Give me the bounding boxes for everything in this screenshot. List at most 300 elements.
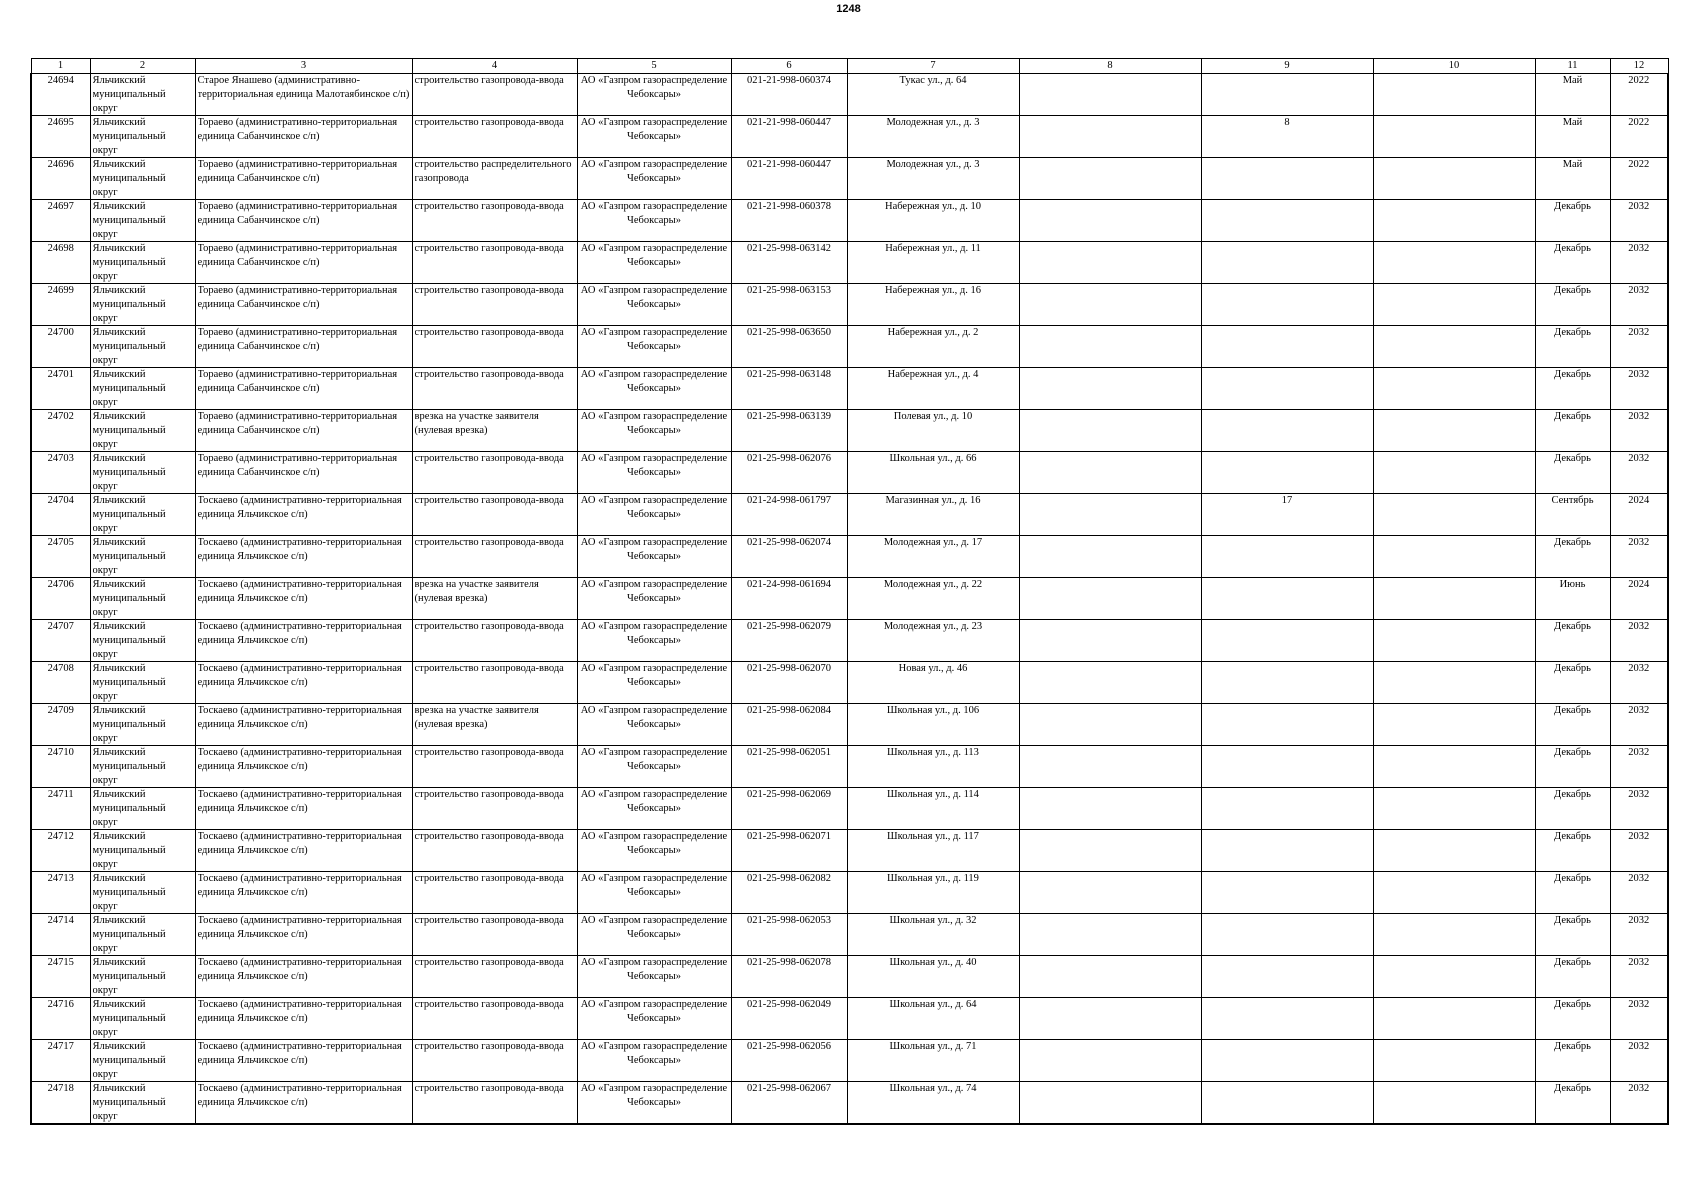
cell-text [1204,200,1371,241]
cell-application-number [731,452,847,494]
cell-address [847,494,1019,536]
cell-address [847,1082,1019,1125]
cell-text [1204,158,1371,199]
cell-text: 2024 [1628,579,1650,590]
table-row [31,872,1668,914]
cell-text: Тоскаево (административно-территориальная единица Яльчикское с/п) [197,789,402,814]
cell-text: 24712 [47,831,74,842]
cell-col-8 [1019,662,1201,704]
cell-text: Декабрь [1554,285,1591,296]
cell-text [1022,1082,1199,1123]
cell-organization [577,914,731,956]
cell-text: Яльчикский муниципальный округ [92,201,166,240]
cell-text [1204,872,1371,913]
cell-row-number [31,368,90,410]
cell-settlement [195,620,412,662]
cell-year [1610,830,1668,872]
cell-text: АО «Газпром газораспределение Чебоксары» [580,831,728,856]
cell-settlement [195,662,412,704]
cell-work-type [412,242,577,284]
cell-text: 2022 [1628,75,1650,86]
cell-col-8 [1019,578,1201,620]
cell-text: Декабрь [1554,957,1591,968]
cell-text: Тораево (административно-территориальная единица Сабанчинское с/п) [197,453,398,478]
cell-row-number [31,578,90,620]
cell-text: Тораево (административно-территориальная единица Сабанчинское с/п) [197,201,398,226]
cell-col-9 [1201,578,1373,620]
cell-col-8 [1019,116,1201,158]
cell-application-number [731,788,847,830]
cell-text: Яльчикский муниципальный округ [92,831,166,870]
cell-text: строительство газопровода-ввода [414,999,564,1010]
cell-text: Набережная ул., д. 4 [887,369,979,380]
cell-work-type [412,452,577,494]
cell-text: 021-21-998-060447 [747,159,831,170]
cell-text: Яльчикский муниципальный округ [92,957,166,996]
cell-text [1376,368,1533,409]
cell-col-10 [1373,746,1535,788]
cell-text: 2032 [1628,201,1650,212]
cell-text: строительство газопровода-ввода [414,957,564,968]
cell-text: 24695 [47,117,74,128]
cell-text: 2032 [1628,453,1650,464]
cell-year [1610,410,1668,452]
cell-year [1610,746,1668,788]
cell-text [1022,914,1199,955]
cell-text [1376,242,1533,283]
cell-month [1535,74,1610,116]
cell-text: Школьная ул., д. 40 [889,957,977,968]
cell-text: 24694 [47,75,74,86]
cell-col-8 [1019,1040,1201,1082]
cell-work-type [412,662,577,704]
cell-row-number [31,494,90,536]
cell-text: 2032 [1628,957,1650,968]
page-number: 1248 [836,3,861,15]
cell-text: АО «Газпром газораспределение Чебоксары» [580,663,728,688]
cell-organization [577,494,731,536]
cell-address [847,704,1019,746]
cell-text: Полевая ул., д. 10 [893,411,973,422]
cell-year [1610,242,1668,284]
cell-text [1022,242,1199,283]
cell-district [90,284,195,326]
cell-organization [577,326,731,368]
cell-organization [577,242,731,284]
cell-row-number [31,914,90,956]
cell-settlement [195,200,412,242]
cell-organization [577,1082,731,1125]
cell-text: 24716 [47,999,74,1010]
cell-organization [577,536,731,578]
cell-text: 2032 [1628,747,1650,758]
cell-text: Школьная ул., д. 74 [889,1083,977,1094]
cell-text: 021-25-998-063142 [747,243,831,254]
cell-text [1376,704,1533,745]
cell-text: 021-21-998-060374 [747,75,831,86]
cell-text: АО «Газпром газораспределение Чебоксары» [580,117,728,142]
cell-text [1204,704,1371,745]
cell-year [1610,662,1668,704]
cell-text: 24706 [47,579,74,590]
cell-col-9 [1201,116,1373,158]
cell-text: Яльчикский муниципальный округ [92,1083,166,1122]
cell-settlement [195,242,412,284]
cell-text: АО «Газпром газораспределение Чебоксары» [580,873,728,898]
cell-month [1535,746,1610,788]
cell-text: АО «Газпром газораспределение Чебоксары» [580,369,728,394]
cell-address [847,326,1019,368]
cell-col-8 [1019,284,1201,326]
cell-col-9 [1201,410,1373,452]
cell-text: Школьная ул., д. 119 [887,873,979,884]
cell-col-10 [1373,158,1535,200]
cell-district [90,662,195,704]
cell-work-type [412,536,577,578]
cell-application-number [731,242,847,284]
cell-year [1610,620,1668,662]
cell-text: строительство газопровода-ввода [414,915,564,926]
cell-col-10 [1373,74,1535,116]
cell-text: Яльчикский муниципальный округ [92,411,166,450]
cell-text: строительство газопровода-ввода [414,747,564,758]
cell-address [847,368,1019,410]
cell-address [847,452,1019,494]
cell-text: АО «Газпром газораспределение Чебоксары» [580,789,728,814]
cell-row-number [31,998,90,1040]
cell-text: 2032 [1628,831,1650,842]
cell-text: 021-25-998-062084 [747,705,831,716]
cell-settlement [195,956,412,998]
cell-text: 021-25-998-062049 [747,999,831,1010]
cell-row-number [31,74,90,116]
cell-settlement [195,74,412,116]
cell-row-number [31,956,90,998]
cell-text [1022,326,1199,367]
cell-text: Декабрь [1554,873,1591,884]
cell-col-10 [1373,998,1535,1040]
cell-organization [577,872,731,914]
cell-row-number [31,410,90,452]
registry-table [30,58,1669,1125]
cell-organization [577,746,731,788]
cell-text: 2032 [1628,537,1650,548]
cell-text: АО «Газпром газораспределение Чебоксары» [580,1041,728,1066]
cell-work-type [412,116,577,158]
column-header-9: 9 [1201,59,1373,74]
cell-text: АО «Газпром газораспределение Чебоксары» [580,1083,728,1108]
cell-settlement [195,830,412,872]
cell-settlement [195,410,412,452]
cell-row-number [31,284,90,326]
cell-text: Яльчикский муниципальный округ [92,1041,166,1080]
cell-text: Декабрь [1554,411,1591,422]
table-row [31,452,1668,494]
table-row [31,200,1668,242]
cell-month [1535,788,1610,830]
cell-settlement [195,368,412,410]
cell-text: Яльчикский муниципальный округ [92,495,166,534]
cell-col-9 [1201,494,1373,536]
cell-text: 021-24-998-061694 [747,579,831,590]
cell-text: Яльчикский муниципальный округ [92,75,166,114]
cell-text [1022,116,1199,157]
cell-text: Яльчикский муниципальный округ [92,243,166,282]
cell-text: 2032 [1628,789,1650,800]
cell-col-8 [1019,74,1201,116]
cell-district [90,158,195,200]
cell-text: 2022 [1628,159,1650,170]
column-header-7: 7 [847,59,1019,74]
cell-col-10 [1373,914,1535,956]
column-header-1: 1 [31,59,90,74]
cell-text [1204,452,1371,493]
cell-text [1204,1040,1371,1081]
cell-text: строительство газопровода-ввода [414,1041,564,1052]
cell-work-type [412,1082,577,1125]
cell-work-type [412,788,577,830]
cell-month [1535,284,1610,326]
column-header-8: 8 [1019,59,1201,74]
cell-text: 2032 [1628,369,1650,380]
column-header-6: 6 [731,59,847,74]
cell-col-10 [1373,788,1535,830]
cell-work-type [412,704,577,746]
cell-text: 24708 [47,663,74,674]
cell-work-type [412,158,577,200]
cell-col-9 [1201,998,1373,1040]
cell-application-number [731,116,847,158]
cell-settlement [195,284,412,326]
cell-text [1204,284,1371,325]
cell-application-number [731,830,847,872]
cell-work-type [412,914,577,956]
cell-text: Декабрь [1554,243,1591,254]
cell-text [1204,536,1371,577]
cell-col-8 [1019,158,1201,200]
cell-text [1022,872,1199,913]
cell-text: 24698 [47,243,74,254]
cell-col-9 [1201,872,1373,914]
cell-text: Молодежная ул., д. 3 [886,159,980,170]
cell-text: 2032 [1628,1083,1650,1094]
cell-text: 2024 [1628,495,1650,506]
cell-month [1535,158,1610,200]
cell-text: АО «Газпром газораспределение Чебоксары» [580,495,728,520]
cell-district [90,452,195,494]
cell-address [847,284,1019,326]
cell-application-number [731,998,847,1040]
cell-text: Тораево (административно-территориальная единица Сабанчинское с/п) [197,285,398,310]
cell-month [1535,620,1610,662]
cell-address [847,74,1019,116]
cell-work-type [412,368,577,410]
cell-text: Яльчикский муниципальный округ [92,789,166,828]
column-header-5: 5 [577,59,731,74]
cell-col-10 [1373,536,1535,578]
cell-text: Яльчикский муниципальный округ [92,453,166,492]
cell-text: 021-25-998-063148 [747,369,831,380]
cell-year [1610,74,1668,116]
cell-text [1376,956,1533,997]
cell-row-number [31,746,90,788]
cell-text [1204,326,1371,367]
cell-text: 17 [1281,495,1293,506]
cell-organization [577,200,731,242]
cell-text [1022,74,1199,115]
cell-text: Тоскаево (административно-территориальная единица Яльчикское с/п) [197,957,402,982]
cell-text: Яльчикский муниципальный округ [92,747,166,786]
cell-text: 021-25-998-062056 [747,1041,831,1052]
column-header-10: 10 [1373,59,1535,74]
cell-text: 24714 [47,915,74,926]
cell-col-8 [1019,704,1201,746]
cell-address [847,242,1019,284]
cell-settlement [195,914,412,956]
cell-settlement [195,788,412,830]
cell-text [1204,1082,1371,1123]
cell-text: Тораево (административно-территориальная единица Сабанчинское с/п) [197,369,398,394]
cell-district [90,704,195,746]
cell-text [1376,452,1533,493]
cell-text: 021-25-998-062070 [747,663,831,674]
cell-application-number [731,410,847,452]
cell-year [1610,452,1668,494]
cell-col-8 [1019,242,1201,284]
cell-text: 2032 [1628,327,1650,338]
cell-application-number [731,620,847,662]
cell-text [1204,368,1371,409]
cell-application-number [731,872,847,914]
cell-text [1022,368,1199,409]
cell-month [1535,956,1610,998]
cell-text: 021-21-998-060447 [747,117,831,128]
cell-col-8 [1019,326,1201,368]
cell-row-number [31,1040,90,1082]
cell-text: Яльчикский муниципальный округ [92,159,166,198]
cell-text: Сентябрь [1551,495,1594,506]
cell-row-number [31,200,90,242]
cell-year [1610,200,1668,242]
cell-text [1022,788,1199,829]
cell-month [1535,578,1610,620]
cell-address [847,788,1019,830]
cell-text: Тукас ул., д. 64 [899,75,967,86]
cell-text: АО «Газпром газораспределение Чебоксары» [580,957,728,982]
cell-text: АО «Газпром газораспределение Чебоксары» [580,453,728,478]
cell-text: Тоскаево (административно-территориальная единица Яльчикское с/п) [197,1041,402,1066]
cell-text: 24711 [47,789,74,800]
cell-text: Май [1562,117,1583,128]
cell-text: Июнь [1559,579,1586,590]
cell-text: 2032 [1628,285,1650,296]
cell-text: Тораево (административно-территориальная единица Сабанчинское с/п) [197,159,398,184]
cell-month [1535,368,1610,410]
cell-settlement [195,326,412,368]
cell-work-type [412,74,577,116]
cell-text: 021-25-998-062074 [747,537,831,548]
cell-text: 021-24-998-061797 [747,495,831,506]
column-header-2: 2 [90,59,195,74]
cell-month [1535,914,1610,956]
cell-text: 24710 [47,747,74,758]
cell-text: АО «Газпром газораспределение Чебоксары» [580,159,728,184]
cell-text: строительство газопровода-ввода [414,831,564,842]
cell-settlement [195,746,412,788]
cell-text: 2032 [1628,999,1650,1010]
cell-col-10 [1373,326,1535,368]
cell-text: 021-25-998-062051 [747,747,831,758]
cell-month [1535,200,1610,242]
cell-text [1376,746,1533,787]
cell-application-number [731,1082,847,1125]
cell-text: строительство газопровода-ввода [414,75,564,86]
cell-text: строительство газопровода-ввода [414,537,564,548]
cell-text [1376,998,1533,1039]
cell-organization [577,410,731,452]
cell-col-10 [1373,200,1535,242]
cell-text [1022,578,1199,619]
cell-month [1535,998,1610,1040]
cell-col-8 [1019,452,1201,494]
cell-text: Школьная ул., д. 32 [889,915,977,926]
cell-year [1610,998,1668,1040]
cell-text: Школьная ул., д. 114 [887,789,979,800]
cell-district [90,368,195,410]
cell-work-type [412,872,577,914]
cell-text: Декабрь [1554,1083,1591,1094]
cell-col-9 [1201,368,1373,410]
cell-text: АО «Газпром газораспределение Чебоксары» [580,621,728,646]
cell-address [847,956,1019,998]
cell-organization [577,620,731,662]
cell-organization [577,74,731,116]
cell-address [847,872,1019,914]
cell-settlement [195,452,412,494]
cell-col-10 [1373,410,1535,452]
cell-text: Яльчикский муниципальный округ [92,915,166,954]
cell-col-9 [1201,158,1373,200]
cell-text: Тоскаево (административно-территориальная единица Яльчикское с/п) [197,621,402,646]
cell-district [90,788,195,830]
cell-row-number [31,830,90,872]
cell-address [847,158,1019,200]
cell-row-number [31,1082,90,1125]
table-row [31,620,1668,662]
cell-text: 021-25-998-062053 [747,915,831,926]
cell-text [1022,662,1199,703]
cell-year [1610,914,1668,956]
cell-text [1022,284,1199,325]
cell-text: 2032 [1628,243,1650,254]
cell-application-number [731,494,847,536]
cell-organization [577,1040,731,1082]
cell-text: Декабрь [1554,327,1591,338]
cell-text [1376,284,1533,325]
cell-text: АО «Газпром газораспределение Чебоксары» [580,201,728,226]
cell-work-type [412,620,577,662]
cell-col-9 [1201,74,1373,116]
cell-row-number [31,536,90,578]
cell-work-type [412,1040,577,1082]
cell-text: 021-25-998-062082 [747,873,831,884]
cell-col-10 [1373,956,1535,998]
cell-text: Декабрь [1554,789,1591,800]
cell-text [1204,578,1371,619]
cell-work-type [412,494,577,536]
cell-text: Тоскаево (административно-территориальная единица Яльчикское с/п) [197,915,402,940]
cell-text [1022,494,1199,535]
